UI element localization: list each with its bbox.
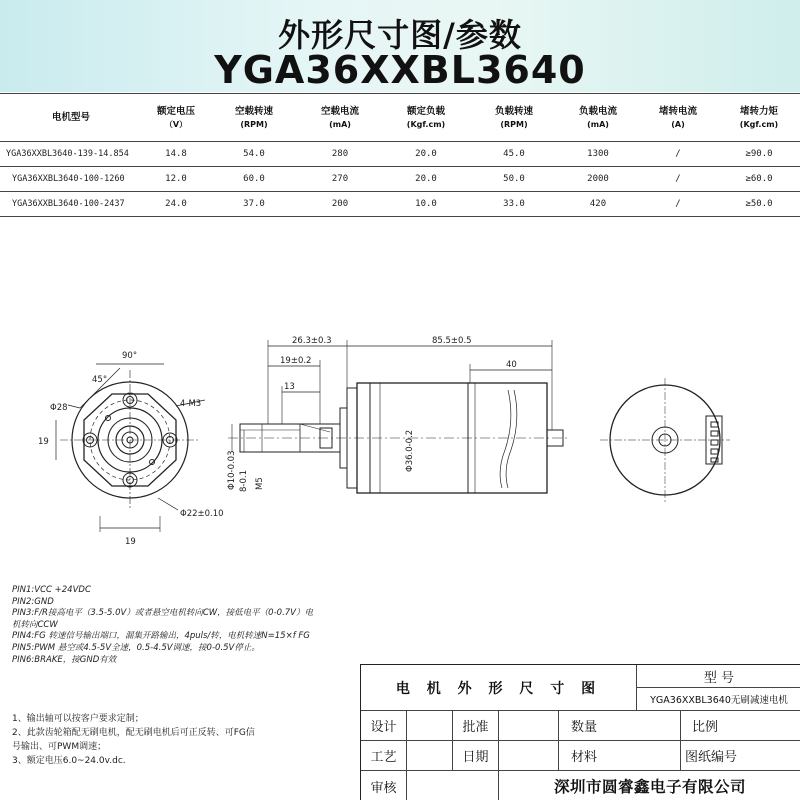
table-cell: ≥60.0 — [718, 167, 800, 192]
drawing-svg — [0, 320, 800, 570]
table-row — [0, 142, 800, 167]
col-header: 负载电流 (mA) — [558, 94, 638, 142]
col-header: 堵转力矩 (Kgf.cm) — [718, 94, 800, 142]
pin-line: PIN4:FG 转速信号输出端口，漏集开路输出，4puls/转，电机转速N=15×f FG — [12, 631, 310, 642]
model-title: YGA36XXBL3640 — [214, 48, 586, 92]
approve-value — [499, 711, 559, 741]
table-cell: YGA36XXBL3640-100-1260 — [0, 167, 142, 192]
col-header: 堵转电流 (A) — [638, 94, 718, 142]
table-cell: YGA36XXBL3640-139-14.854 — [0, 142, 142, 167]
notes — [12, 712, 352, 768]
drawing-no-label: 图纸编号 — [681, 741, 741, 771]
title-block — [360, 664, 800, 800]
design-value — [407, 711, 453, 741]
table-cell: 12.0 — [142, 167, 210, 192]
type-label: 型 号 — [637, 665, 800, 688]
flat-label: 8-0.1 — [239, 470, 249, 492]
ratio-label: 比例 — [681, 711, 729, 741]
dim-19-label: 19±0.2 — [280, 356, 312, 366]
table-cell: 37.0 — [210, 192, 298, 217]
pin-line: PIN1:VCC +24VDC — [12, 585, 91, 595]
col-header: 负载转速 (RPM) — [470, 94, 558, 142]
page-header — [0, 0, 800, 92]
table-cell: 60.0 — [210, 167, 298, 192]
quantity-label: 数量 — [559, 711, 609, 741]
table-row — [0, 167, 800, 192]
drawing-title: 电 机 外 形 尺 寸 图 — [361, 665, 637, 711]
review-label: 审核 — [361, 771, 407, 800]
table-cell: 200 — [298, 192, 382, 217]
table-cell: 280 — [298, 142, 382, 167]
hole-label: 4-M3 — [180, 399, 202, 409]
col-header: 电机型号 — [0, 94, 142, 142]
pin-line: PIN5:PWM 悬空或4.5-5V全速，0.5-4.5V调速，接0-0.5V停止。 — [12, 642, 260, 653]
design-label: 设计 — [361, 711, 407, 741]
page-title: 外形尺寸图/参数 — [278, 16, 522, 54]
note-line: 3、额定电压6.0~24.0v.dc. — [12, 756, 126, 766]
spec-table — [0, 93, 800, 217]
drawing-no-value — [741, 741, 800, 771]
note-line: 1、输出轴可以按客户要求定制； — [12, 714, 144, 724]
table-cell: 20.0 — [382, 167, 470, 192]
dia-28-label: Φ28 — [50, 403, 68, 413]
table-cell: 420 — [558, 192, 638, 217]
table-cell: 1300 — [558, 142, 638, 167]
ratio-value — [729, 711, 800, 741]
col-header: 空载转速 (RPM) — [210, 94, 298, 142]
material-value — [609, 741, 681, 771]
date-value — [499, 741, 559, 771]
technical-drawing — [0, 320, 800, 570]
dim-85-label: 85.5±0.5 — [432, 336, 472, 346]
end-view — [600, 378, 730, 502]
review-value — [407, 771, 499, 800]
material-label: 材料 — [559, 741, 609, 771]
date-label: 日期 — [453, 741, 499, 771]
process-value — [407, 741, 453, 771]
shaft-dia-label: Φ10-0.03 — [227, 450, 237, 490]
dim-19-left-label: 19 — [38, 437, 49, 447]
table-cell: / — [638, 167, 718, 192]
front-view — [56, 364, 205, 532]
body-dia-label: Φ36.0-0.2 — [405, 429, 415, 472]
table-cell: 45.0 — [470, 142, 558, 167]
table-cell: 24.0 — [142, 192, 210, 217]
table-cell: ≥90.0 — [718, 142, 800, 167]
pin-line: PIN2:GND — [12, 596, 54, 607]
dia-22-label: Φ22±0.10 — [180, 509, 224, 519]
pin-line: PIN3:F/R接高电平（3.5-5.0V）或者悬空电机转向CW，接低电平（0-0.7V）电 — [12, 608, 313, 619]
table-cell: 33.0 — [470, 192, 558, 217]
angle-90-label: 90° — [122, 351, 138, 361]
table-header-row — [0, 94, 800, 142]
dim-13-label: 13 — [284, 382, 295, 392]
table-cell: 54.0 — [210, 142, 298, 167]
table-cell: 20.0 — [382, 142, 470, 167]
table-cell: 2000 — [558, 167, 638, 192]
col-header: 额定负载 (Kgf.cm) — [382, 94, 470, 142]
table-cell: 50.0 — [470, 167, 558, 192]
angle-45-label: 45° — [92, 375, 108, 385]
table-cell: 10.0 — [382, 192, 470, 217]
dim-19-bottom-label: 19 — [125, 537, 136, 547]
quantity-value — [609, 711, 681, 741]
company-name: 深圳市圆睿鑫电子有限公司 — [553, 778, 746, 796]
table-cell: ≥50.0 — [718, 192, 800, 217]
col-header: 空载电流 (mA) — [298, 94, 382, 142]
table-cell: 14.8 — [142, 142, 210, 167]
table-row — [0, 192, 800, 217]
note-line: 号输出、可PWM调速； — [12, 742, 107, 752]
pin-line: 机转向CCW — [12, 619, 58, 630]
table-cell: 270 — [298, 167, 382, 192]
pin-line: PIN6:BRAKE，接GND有效 — [12, 654, 117, 665]
approve-label: 批准 — [453, 711, 499, 741]
note-line: 2、此款齿轮箱配无刷电机，配无刷电机后可正反转、可FG信 — [12, 728, 255, 738]
type-value: YGA36XXBL3640无刷减速电机 — [637, 688, 800, 711]
dim-26-label: 26.3±0.3 — [292, 336, 332, 346]
table-cell: / — [638, 192, 718, 217]
m5-label: M5 — [255, 477, 265, 490]
dim-40-label: 40 — [506, 360, 517, 370]
table-cell: / — [638, 142, 718, 167]
col-header: 额定电压 （V） — [142, 94, 210, 142]
process-label: 工艺 — [361, 741, 407, 771]
pin-notes — [12, 585, 372, 666]
table-cell: YGA36XXBL3640-100-2437 — [0, 192, 142, 217]
